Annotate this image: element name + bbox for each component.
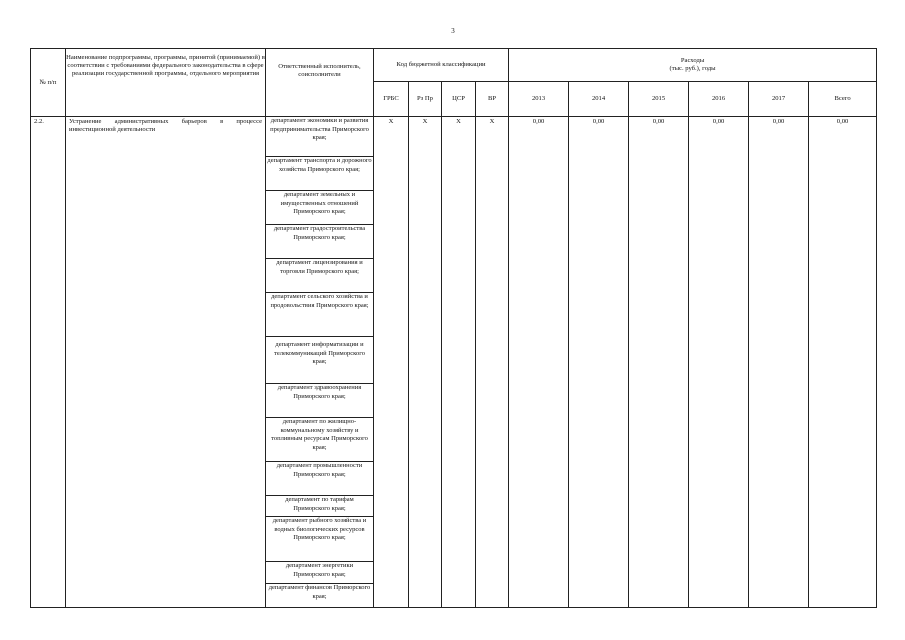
header-year-2015: 2015	[629, 82, 689, 117]
executor-item: департамент финансов Приморского края;	[268, 584, 371, 600]
code-rzpr: X	[409, 117, 442, 608]
code-grbs: X	[374, 117, 409, 608]
header-year-2017: 2017	[749, 82, 809, 117]
row-name: Устранение административных барьеров в процессе инвестиционной деятельности	[66, 117, 266, 608]
executor-item: департамент здравоохранения Приморского края;	[266, 384, 373, 418]
executor-item: департамент по тарифам Приморского края;	[266, 496, 373, 517]
header-num: № п/п	[31, 49, 66, 117]
code-csr: X	[442, 117, 476, 608]
header-code-grbs: ГРБС	[374, 82, 409, 117]
value-2016: 0,00	[689, 117, 749, 608]
executor-item: департамент промышленности Приморского края;	[266, 462, 373, 496]
value-2015: 0,00	[629, 117, 689, 608]
executor-item: департамент земельных и имущественных отношений Приморского края;	[266, 191, 373, 225]
executor-item: департамент сельского хозяйства и продовольствия Приморского края;	[266, 293, 373, 337]
header-executor: Ответственный исполнитель, соисполнители	[266, 49, 374, 117]
header-name: Наименование подпрограммы, программы, принятой (принимаемой) в соответствии с требованиями федерального законодательства в сфере реализации государственной программы, отдельного мероприятия	[66, 49, 266, 117]
executor-item: департамент градостроительства Приморского края;	[266, 225, 373, 259]
header-year-2016: 2016	[689, 82, 749, 117]
executor-item: департамент транспорта и дорожного хозяйства Приморского края;	[266, 157, 373, 191]
value-2013: 0,00	[509, 117, 569, 608]
header-expenses: Расходы (тыс. руб.), годы	[509, 49, 877, 82]
header-code-csr: ЦСР	[442, 82, 476, 117]
executors-cell	[266, 117, 374, 608]
value-2017: 0,00	[749, 117, 809, 608]
row-num: 2.2.	[31, 117, 66, 608]
executor-item: департамент по жилищно-коммунальному хозяйству и топливным ресурсам Приморского края;	[266, 418, 373, 462]
header-budget-code: Код бюджетной классификации	[374, 49, 509, 82]
header-code-rzpr: Рз Пр	[409, 82, 442, 117]
header-total: Всего	[809, 82, 877, 117]
value-total: 0,00	[809, 117, 877, 608]
budget-table	[30, 48, 877, 608]
executor-item: департамент информатизации и телекоммуникаций Приморского края;	[266, 337, 373, 384]
header-year-2014: 2014	[569, 82, 629, 117]
table-row	[31, 117, 877, 608]
page-number: 3	[451, 27, 455, 35]
code-vr: X	[476, 117, 509, 608]
header-year-2013: 2013	[509, 82, 569, 117]
value-2014: 0,00	[569, 117, 629, 608]
executor-item: департамент лицензирования и торговли Приморского края;	[266, 259, 373, 293]
executor-item: департамент экономики и развития предпринимательства Приморского края;	[266, 117, 373, 157]
executor-item: департамент энергетики Приморского края;	[266, 562, 373, 584]
header-code-vr: ВР	[476, 82, 509, 117]
executor-item: департамент рыбного хозяйства и водных биологических ресурсов Приморского края;	[266, 517, 373, 562]
